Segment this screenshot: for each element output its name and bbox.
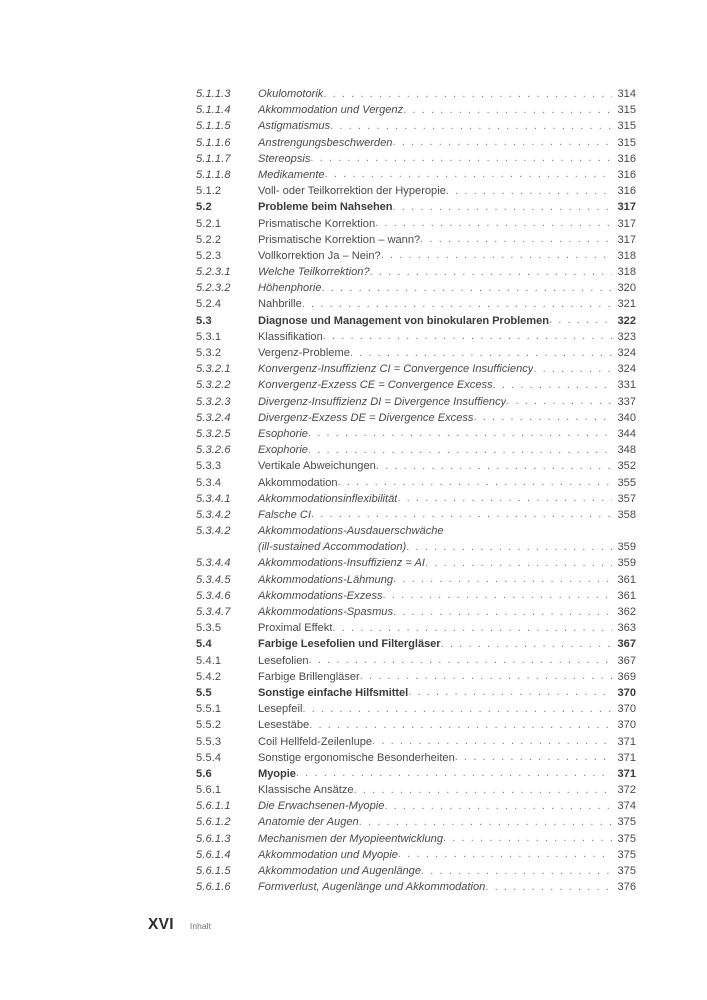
toc-entry[interactable] [196,458,636,474]
toc-entry-page-number: 348 [617,444,636,457]
toc-entry-page-number: 375 [617,865,636,877]
toc-entry[interactable] [196,410,636,426]
toc-entry-title: Die Erwachsenen-Myopie [258,800,385,813]
toc-leader-dots [309,717,612,733]
toc-entry-number: 5.3.4.2 [196,508,231,521]
toc-entry-number: 5.2.3.2 [196,282,231,295]
page-footer [148,916,211,934]
toc-entry[interactable] [196,442,636,458]
toc-entry-title: Voll- oder Teilkorrektion der Hyperopie [258,185,446,198]
toc-leader-dots [338,475,612,491]
toc-entry-page-number: 317 [617,201,636,214]
toc-entry-page-number: 316 [617,168,636,181]
toc-entry[interactable] [196,831,636,847]
toc-leader-dots [310,151,612,167]
toc-entry-number: 5.2.4 [196,298,222,311]
toc-entry-page-number: 322 [617,314,636,327]
toc-leader-dots [302,296,612,312]
toc-leader-dots [420,232,612,248]
toc-entry-page-number: 340 [617,411,636,424]
toc-entry-title: Prismatische Korrektion – wann? [258,233,421,246]
toc-entry[interactable] [196,604,636,620]
toc-entry[interactable] [196,216,636,232]
toc-entry-title: Medikamente [258,168,325,181]
toc-entry-page-number: 362 [617,606,636,618]
toc-entry-page-number: 323 [617,330,636,343]
toc-leader-dots [408,685,612,701]
toc-entry[interactable] [196,394,636,410]
toc-entry-number: 5.3.2.1 [196,363,231,376]
toc-leader-dots [350,345,612,361]
toc-entry-number: 5.4.2 [196,670,222,683]
toc-entry[interactable] [196,653,636,669]
toc-entry-number: 5.2.1 [196,217,222,230]
toc-entry-title: Mechanismen der Myopieentwicklung [258,832,443,845]
toc-leader-dots [308,442,612,458]
toc-entry[interactable] [196,329,636,345]
toc-entry-page-number: 318 [617,266,636,279]
toc-entry[interactable] [196,491,636,507]
toc-entry-page-number: 314 [617,88,636,100]
toc-entry-title: Anatomie der Augen [258,816,359,829]
toc-entry[interactable] [196,135,636,151]
toc-entry[interactable] [196,296,636,312]
toc-entry[interactable] [196,345,636,361]
toc-entry-title: Konvergenz-Insuffizienz CI = Convergence Insufficiency [258,363,534,376]
toc-leader-dots [421,863,612,879]
toc-entry-title: Vergenz-Probleme [258,347,350,359]
toc-leader-dots [354,782,612,798]
toc-entry-title: Anstrengungsbeschwerden [258,136,393,149]
toc-entry-title: Lesepfeil [258,703,303,716]
toc-leader-dots [323,86,612,102]
footer-section-label: Inhalt [189,921,211,931]
toc-entry[interactable] [196,734,636,750]
toc-entry-title: Lesefolien [258,654,309,667]
toc-leader-dots [302,701,612,717]
toc-entry[interactable] [196,620,636,636]
toc-entry[interactable] [196,151,636,167]
toc-leader-dots [393,199,612,215]
toc-leader-dots [376,458,612,474]
toc-entry[interactable] [196,377,636,393]
toc-entry-number: 5.3.4.7 [196,606,231,618]
toc-entry-page-number: 371 [617,735,636,748]
toc-entry-title: Akkommodation [258,476,338,489]
toc-entry-title: Probleme beim Nahsehen [258,201,393,214]
toc-entry-page-number: 317 [617,217,636,230]
toc-entry-page-number: 370 [617,703,636,716]
toc-entry-title: Proximal Effekt [258,622,333,635]
toc-entry[interactable] [196,555,636,571]
toc-entry[interactable] [196,361,636,377]
toc-leader-dots [398,847,612,863]
toc-entry-number: 5.2.3.1 [196,266,231,279]
toc-entry-page-number: 367 [617,638,636,651]
toc-entry-title: (ill-sustained Accommodation) [258,541,407,554]
toc-entry-page-number: 372 [617,784,636,797]
toc-leader-dots [455,750,612,766]
toc-entry-title: Esophorie [258,427,308,440]
toc-leader-dots [406,539,612,555]
toc-entry-title: Akkommodation und Augenlänge [258,865,422,877]
toc-leader-dots [311,507,612,523]
toc-leader-dots [309,653,612,669]
toc-leader-dots [473,410,612,426]
toc-entry[interactable] [196,879,636,895]
toc-entry-number: 5.1.1.4 [196,104,231,117]
toc-leader-dots [359,814,612,830]
toc-entry-title: Akkommodations-Exzess [258,589,383,602]
toc-entry[interactable] [196,199,636,215]
toc-entry-page-number: 352 [617,460,636,473]
toc-entry-page-number: 324 [617,347,636,359]
toc-entry-number: 5.3.2.4 [196,411,231,424]
toc-entry-page-number: 376 [617,881,636,894]
toc-leader-dots [381,248,612,264]
toc-entry[interactable] [196,539,636,555]
toc-entry-title: Akkommodations-Insuffizienz = AI [258,557,425,570]
toc-entry-number: 5.3.1 [196,330,222,343]
toc-entry-page-number: 318 [617,249,636,262]
toc-leader-dots [325,167,612,183]
toc-entry-title: Stereopsis [258,152,311,165]
toc-entry-title: Vertikale Abweichungen [258,460,376,473]
toc-entry-number: 5.3.4.6 [196,589,231,602]
toc-entry-title: Divergenz-Exzess DE = Divergence Excess [258,411,474,424]
toc-entry-page-number: 337 [617,395,636,408]
toc-entry[interactable] [196,572,636,588]
toc-entry-number: 5.3.2.3 [196,395,231,408]
toc-entry-page-number: 371 [617,751,636,764]
toc-entry-number: 5.6.1.3 [196,832,231,845]
toc-entry-number: 5.1.2 [196,185,222,198]
toc-entry-number: 5.3 [196,314,212,327]
toc-leader-dots [393,604,612,620]
toc-leader-dots [403,102,612,118]
toc-entry[interactable] [196,507,636,523]
toc-entry-title: Sonstige ergonomische Besonderheiten [258,751,455,764]
toc-leader-dots [308,426,612,442]
toc-entry-title: Sonstige einfache Hilfsmittel [258,686,409,699]
toc-entry-page-number: 375 [617,816,636,829]
toc-entry-number: 5.3.5 [196,622,222,635]
toc-entry-title: Akkommodations-Ausdauerschwäche [258,525,444,538]
toc-leader-dots [392,135,612,151]
toc-entry-title: Coil Hellfeld-Zeilenlupe [258,735,373,748]
toc-entry-title: Klassische Ansätze [258,784,354,797]
toc-entry-title: Konvergenz-Exzess CE = Convergence Excess [258,379,493,392]
toc-entry-title: Höhenphorie [258,282,322,295]
toc-entry[interactable] [196,669,636,685]
toc-leader-dots [330,118,612,134]
toc-entry-page-number: 317 [617,233,636,246]
toc-leader-dots [360,669,612,685]
toc-entry[interactable] [196,588,636,604]
toc-entry-number: 5.3.4.5 [196,573,231,586]
toc-entry-title: Lesestäbe [258,719,310,732]
toc-leader-dots [375,216,612,232]
toc-entry-number: 5.3.4 [196,476,222,489]
toc-entry-page-number: 374 [617,800,636,813]
toc-entry-page-number: 359 [617,557,636,570]
toc-entry-number: 5.1.1.8 [196,168,231,181]
toc-entry-number: 5.1.1.7 [196,152,231,165]
toc-entry-page-number: 357 [617,492,636,505]
toc-entry-number: 5.6.1.1 [196,800,231,813]
toc-entry-number: 5.5.2 [196,719,222,732]
toc-entry-title: Exophorie [258,444,308,457]
toc-entry-title: Nahbrille [258,298,302,311]
toc-entry-page-number: 370 [617,686,636,699]
toc-entry[interactable] [196,523,636,539]
toc-entry-number: 5.6.1 [196,784,222,797]
toc-entry-page-number: 355 [617,476,636,489]
toc-entry-number: 5.5.1 [196,703,222,716]
toc-entry-page-number: 361 [617,589,636,602]
toc-leader-dots [425,555,612,571]
toc-entry[interactable] [196,766,636,782]
toc-entry[interactable] [196,167,636,183]
toc-entry-page-number: 358 [617,508,636,521]
toc-entry[interactable] [196,118,636,134]
toc-leader-dots [446,183,612,199]
toc-entry-page-number: 375 [617,832,636,845]
toc-entry-title: Diagnose und Management von binokularen Problemen [258,314,549,327]
toc-entry-list [196,86,636,895]
toc-entry-title: Myopie [258,767,296,780]
toc-entry-page-number: 321 [617,298,636,311]
toc-entry-title: Akkommodation und Myopie [258,848,398,861]
toc-entry[interactable] [196,183,636,199]
toc-entry-title: Farbige Lesefolien und Filtergläser [258,638,441,651]
toc-entry-number: 5.2.3 [196,249,222,262]
toc-entry-page-number: 315 [617,120,636,133]
toc-entry-page-number: 369 [617,670,636,683]
toc-entry[interactable] [196,685,636,701]
toc-entry-page-number: 359 [617,541,636,554]
toc-entry-number: 5.3.2.6 [196,444,231,457]
toc-entry-number: 5.6.1.2 [196,816,231,829]
toc-leader-dots [393,572,612,588]
toc-entry-page-number: 344 [617,427,636,440]
toc-leader-dots [485,879,612,895]
toc-entry-number: 5.6.1.6 [196,881,231,894]
toc-entry-number: 5.5.4 [196,751,222,764]
toc-entry-title: Farbige Brillengläser [258,670,360,683]
toc-entry-number: 5.1.1.6 [196,136,231,149]
toc-entry-page-number: 324 [617,363,636,376]
toc-entry[interactable] [196,717,636,733]
toc-entry[interactable] [196,750,636,766]
toc-entry-number: 5.3.2.5 [196,427,231,440]
page-folio-number: XVI [148,916,174,933]
toc-entry[interactable] [196,426,636,442]
toc-entry-page-number: 315 [617,136,636,149]
toc-entry-page-number: 361 [617,573,636,586]
toc-entry-page-number: 363 [617,622,636,635]
toc-entry[interactable] [196,313,636,329]
toc-entry-number: 5.4.1 [196,654,222,667]
toc-entry-number: 5.2.2 [196,233,222,246]
toc-entry[interactable] [196,475,636,491]
toc-leader-dots [506,394,612,410]
toc-entry-page-number: 370 [617,719,636,732]
toc-entry[interactable] [196,264,636,280]
toc-entry-page-number: 367 [617,654,636,667]
toc-entry-page-number: 371 [617,767,636,780]
toc-leader-dots [397,491,612,507]
toc-leader-dots [443,831,612,847]
toc-entry[interactable] [196,280,636,296]
toc-entry-number: 5.1.1.3 [196,88,231,100]
toc-leader-dots [383,588,612,604]
toc-entry[interactable] [196,798,636,814]
toc-entry-number: 5.4 [196,638,212,651]
toc-entry-title: Akkommodations-Lähmung [258,573,394,586]
toc-entry[interactable] [196,232,636,248]
toc-entry[interactable] [196,782,636,798]
toc-entry-title: Formverlust, Augenlänge und Akkommodation [258,881,486,894]
toc-leader-dots [441,636,612,652]
toc-leader-dots [549,313,612,329]
toc-entry[interactable] [196,701,636,717]
toc-entry-number: 5.3.4.4 [196,557,231,570]
toc-entry-number: 5.6.1.5 [196,865,231,877]
toc-entry-number: 5.3.3 [196,460,222,473]
toc-leader-dots [296,766,612,782]
toc-entry-title: Prismatische Korrektion [258,217,376,230]
toc-leader-dots [332,620,612,636]
toc-entry-title: Falsche CI [258,508,312,521]
toc-entry[interactable] [196,847,636,863]
toc-entry-page-number: 375 [617,848,636,861]
toc-entry[interactable] [196,248,636,264]
toc-entry[interactable] [196,863,636,879]
toc-leader-dots [322,280,612,296]
toc-entry-number: 5.5.3 [196,735,222,748]
toc-leader-dots [323,329,612,345]
toc-entry-page-number: 320 [617,282,636,295]
toc-entry[interactable] [196,636,636,652]
toc-leader-dots [533,361,612,377]
toc-entry-number: 5.3.2.2 [196,379,231,392]
toc-entry-title: Astigmatismus [258,120,331,133]
toc-entry-title: Akkommodationsinflexibilität [258,492,398,505]
toc-entry-number: 5.6.1.4 [196,848,231,861]
toc-leader-dots [493,377,612,393]
toc-entry-number: 5.2 [196,201,212,214]
toc-entry-number: 5.1.1.5 [196,120,231,133]
toc-entry-number: 5.3.4.1 [196,492,231,505]
toc-entry[interactable] [196,86,636,102]
toc-entry-title: Klassifikation [258,330,323,343]
toc-entry-title: Divergenz-Insuffizienz DI = Divergence Insuffiency [258,395,507,408]
toc-entry[interactable] [196,814,636,830]
toc-leader-dots [370,264,612,280]
toc-leader-dots [384,798,612,814]
toc-entry[interactable] [196,102,636,118]
toc-entry-page-number: 316 [617,185,636,198]
toc-entry-number: 5.3.4.2 [196,525,231,538]
toc-entry-title: Welche Teilkorrektion? [258,266,370,279]
toc-entry-number: 5.6 [196,767,212,780]
toc-entry-title: Akkommodations-Spasmus [258,606,394,618]
toc-entry-title: Vollkorrektion Ja – Nein? [258,249,381,262]
toc-entry-page-number: 316 [617,152,636,165]
toc-entry-title: Akkommodation und Vergenz [258,104,404,117]
toc-entry-title: Okulomotorik [258,88,324,100]
toc-entry-number: 5.3.2 [196,347,222,359]
toc-entry-page-number: 331 [617,379,636,392]
toc-entry-page-number: 315 [617,104,636,117]
toc-entry-number: 5.5 [196,686,212,699]
toc-leader-dots [372,734,612,750]
